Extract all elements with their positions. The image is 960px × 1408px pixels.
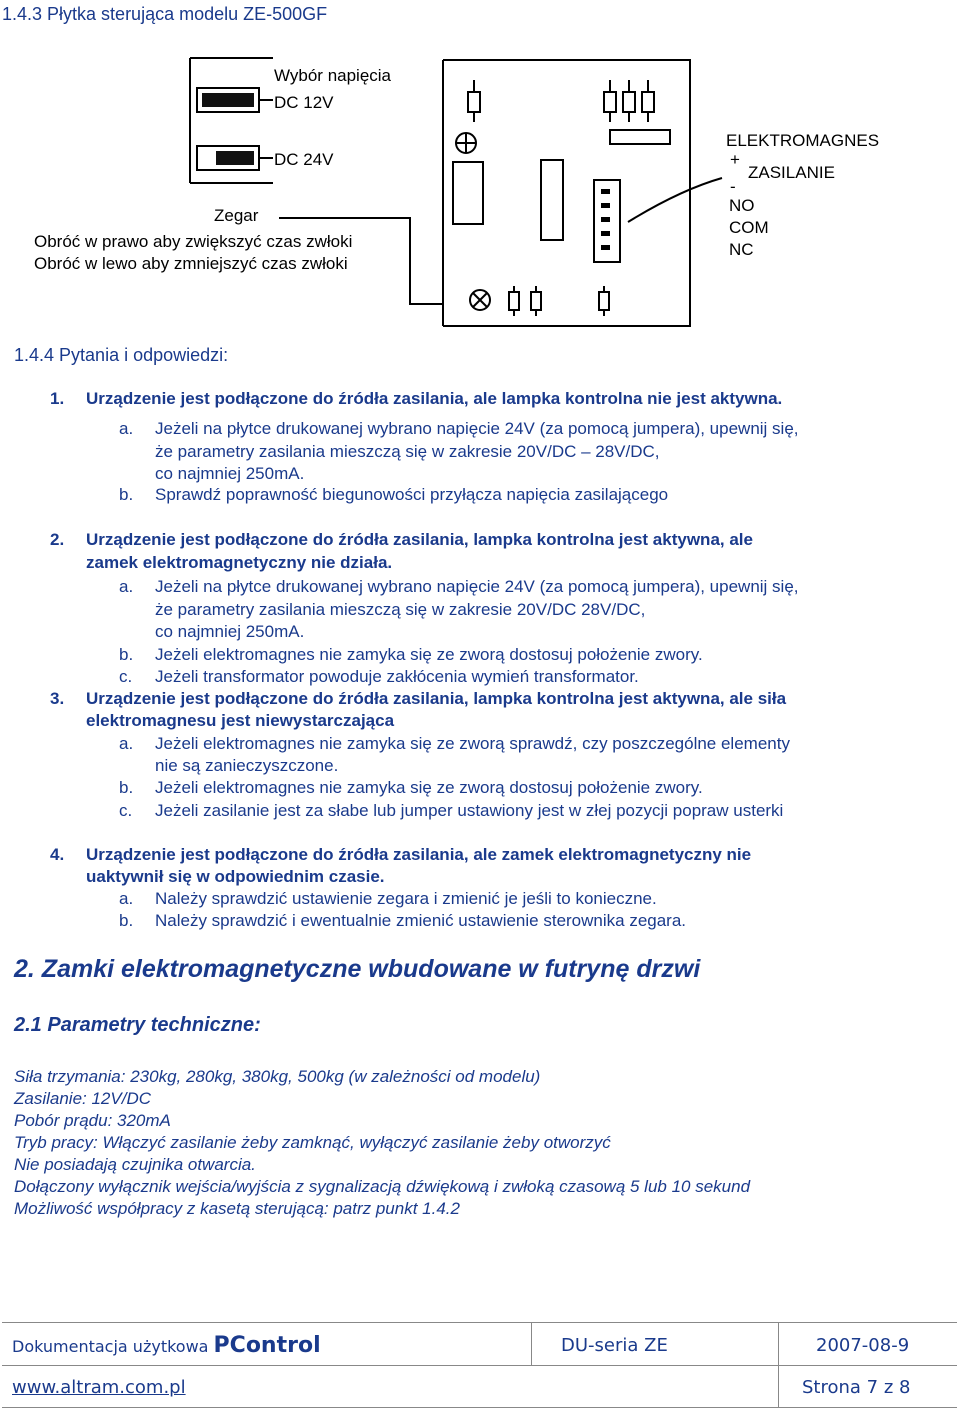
q2-line2: zamek elektromagnetyczny nie działa. [86, 553, 393, 572]
terminal-plus: + [730, 150, 740, 169]
terminal-electromagnet: ELEKTROMAGNES [726, 131, 880, 150]
q2-a-line1: Jeżeli na płytce drukowanej wybrano napięcie 24V (za pomocą jumpera), upewnij się, [155, 577, 799, 596]
q4-line1: Urządzenie jest podłączone do źródła zasilania, ale zamek elektromagnetyczny nie [86, 845, 752, 864]
q2-a-line3: co najmniej 250mA. [155, 622, 305, 641]
section-143-title: 1.4.3 Płytka sterująca modelu ZE-500GF [2, 4, 328, 24]
param-operating-mode: Tryb pracy: Włączyć zasilanie żeby zamknąć, wyłączyć zasilanie żeby otworzyć [14, 1133, 611, 1152]
q1-number: 1. [50, 389, 65, 408]
terminal-nc: NC [729, 240, 754, 259]
q1-a-line3: co najmniej 250mA. [155, 464, 305, 483]
q4-line2: uaktywnił się w odpowiednim czasie. [86, 867, 385, 886]
section-2-title: 2. Zamki elektromagnetyczne wbudowane w futrynę drzwi [14, 955, 701, 983]
terminal-no: NO [729, 196, 755, 215]
q1-question: Urządzenie jest podłączone do źródła zasilania, ale lampka kontrolna nie jest aktywna. [86, 389, 783, 408]
q4-b-mark: b. [119, 911, 134, 930]
top-resistors [468, 80, 654, 122]
section-144-title: 1.4.4 Pytania i odpowiedzi: [14, 345, 229, 365]
terminal-power: ZASILANIE [748, 163, 835, 182]
q1-a-mark: a. [119, 419, 134, 438]
page-footer [2, 1322, 957, 1408]
voltage-selection-label: Wybór napięcia [274, 66, 392, 85]
param-holding-force: Siła trzymania: 230kg, 280kg, 380kg, 500kg (w zależności od modelu) [14, 1067, 541, 1086]
footer-website-link[interactable]: www.altram.com.pl [12, 1377, 186, 1398]
voltage-jumpers [190, 58, 273, 183]
terminal-com: COM [729, 218, 769, 237]
param-no-sensor: Nie posiadają czujnika otwarcia. [14, 1155, 256, 1174]
q3-b-text: Jeżeli elektromagnes nie zamyka się ze zworą dostosuj położenie zwory. [155, 778, 703, 797]
q2-c-text: Jeżeli transformator powoduje zakłócenia wymień transformator. [155, 667, 639, 686]
q2-b-text: Jeżeli elektromagnes nie zamyka się ze zworą dostosuj położenie zwory. [155, 645, 703, 664]
q4-a-mark: a. [119, 889, 134, 908]
q3-a-line2: nie są zanieczyszczone. [155, 756, 339, 775]
q2-number: 2. [50, 530, 65, 549]
param-power-supply: Zasilanie: 12V/DC [14, 1089, 152, 1108]
q3-c-text: Jeżeli zasilanie jest za słabe lub jumper ustawiony jest w złej pozycji popraw usterki [155, 801, 784, 820]
param-compatibility: Możliwość współpracy z kasetą sterującą: patrz punkt 1.4.2 [14, 1199, 460, 1218]
q2-b-mark: b. [119, 645, 134, 664]
q1-a-line1: Jeżeli na płytce drukowanej wybrano napięcie 24V (za pomocą jumpera), upewnij się, [155, 419, 799, 438]
dc24-label: DC 24V [274, 150, 334, 169]
pcb-components [453, 130, 722, 316]
q3-c-mark: c. [119, 801, 133, 820]
q3-line1: Urządzenie jest podłączone do źródła zasilania, lampka kontrolna jest aktywna, ale siła [86, 689, 787, 708]
q2-line1: Urządzenie jest podłączone do źródła zasilania, lampka kontrolna jest aktywna, ale [86, 530, 753, 549]
footer-series: DU-seria ZE [561, 1335, 668, 1356]
q3-number: 3. [50, 689, 65, 708]
footer-date: 2007-08-9 [816, 1335, 910, 1356]
q2-a-line2: że parametry zasilania mieszczą się w zakresie 20V/DC 28V/DC, [155, 600, 646, 619]
q4-b-text: Należy sprawdzić i ewentualnie zmienić ustawienie sterownika zegara. [155, 911, 687, 930]
q3-b-mark: b. [119, 778, 134, 797]
timer-instruction-cw: Obróć w prawo aby zwiększyć czas zwłoki [34, 232, 353, 251]
section-21-title: 2.1 Parametry techniczne: [14, 1014, 261, 1036]
timer-instruction-ccw: Obróć w lewo aby zmniejszyć czas zwłoki [34, 254, 348, 273]
q2-a-mark: a. [119, 577, 134, 596]
q3-line2: elektromagnesu jest niewystarczająca [86, 711, 395, 730]
timer-label: Zegar [214, 206, 259, 225]
q3-a-line1: Jeżeli elektromagnes nie zamyka się ze zworą sprawdź, czy poszczególne elementy [155, 734, 790, 753]
q1-a-line2: że parametry zasilania mieszczą się w zakresie 20V/DC – 28V/DC, [155, 442, 660, 461]
q1-b-mark: b. [119, 485, 134, 504]
dc12-label: DC 12V [274, 93, 334, 112]
q1-b-text: Sprawdź poprawność biegunowości przyłącza napięcia zasilającego [155, 485, 669, 504]
footer-page-number: Strona 7 z 8 [802, 1377, 911, 1398]
q4-number: 4. [50, 845, 65, 864]
q3-a-mark: a. [119, 734, 134, 753]
terminal-minus: - [730, 177, 736, 196]
param-current-draw: Pobór prądu: 320mA [14, 1111, 171, 1130]
footer-doc-title [12, 1333, 321, 1358]
q4-a-text: Należy sprawdzić ustawienie zegara i zmienić je jeśli to konieczne. [155, 889, 657, 908]
q2-c-mark: c. [119, 667, 133, 686]
footer-doc-prefix: Dokumentacja użytkowa [12, 1337, 214, 1356]
footer-brand: PControl [213, 1333, 321, 1358]
param-included-switch: Dołączony wyłącznik wejścia/wyjścia z sygnalizacją dźwiękową i zwłoką czasową 5 lub 10 sekund [14, 1177, 751, 1196]
